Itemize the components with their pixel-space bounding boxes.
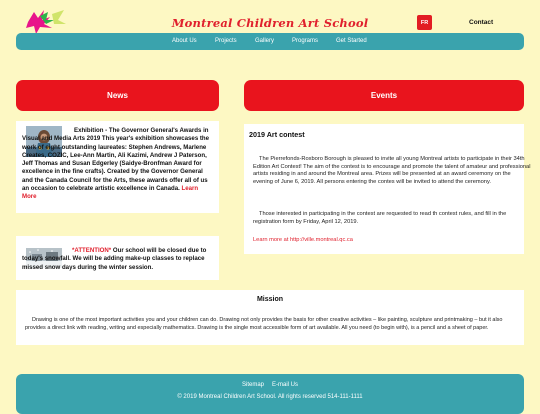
email-us-link[interactable]: E-mail Us [272,382,299,388]
copyright-text: © 2019 Montreal Children Art School. All rights reserved 514-111-1111 [177,394,363,400]
nav-about-us[interactable]: About Us [172,38,197,44]
nav-projects[interactable]: Projects [215,38,237,44]
news-exhibition-text: Exhibition - The Governor General's Awards in Visual and Media Arts 2019 This year's exhibition showcases the work of eight outstanding laureates: Stephen Andrews, Marlene Creates, COZIC, Lee-Ann Martin, Ali Kazimi, Andrew J Paterson, Jeff Thomas and Susan Edgerley (Saidye-Bronfman Award for excellence in the fine crafts). Created by the Governor General and the Canada Council for the Arts, these awards offer all of us an occasion to celebrate artistic excellence in Canada. [22,127,210,193]
contact-link[interactable]: Contact [469,19,494,26]
site-title: Montreal Children Art School [171,16,369,30]
mission-section [16,290,524,345]
nav-get-started[interactable]: Get Started [336,38,367,44]
footer [16,374,524,414]
news-card-snowfall [16,236,219,280]
language-toggle-button[interactable]: FR [417,15,432,30]
news-card-exhibition [16,121,219,213]
learn-more-link[interactable]: Learn More [22,185,199,201]
news-heading: News [16,80,219,111]
nav-programs[interactable]: Programs [292,38,319,44]
events-heading: Events [244,80,524,111]
news-snowfall-text: Our school will be closed due to today's snowfall. We will be adding make-up classes to replace missed snow days during the winter session. [22,247,207,271]
event-title: 2019 Art contest [249,130,305,139]
sitemap-link[interactable]: Sitemap [242,382,265,388]
events-card [244,124,531,254]
event-link[interactable]: Learn more at http://ville.montreal.qc.ca [253,237,353,243]
attention-label: *ATTENTION* [72,247,112,254]
event-registration-info: Those interested in participating in the contest are requested to read th contest rules, and fill in the registration form by Friday, April 12, 2019. [253,211,507,225]
mission-title: Mission [256,296,284,303]
main-navbar [16,33,524,50]
event-description: The Pierrefonds-Roxboro Borough is pleased to invite all young Montreal artists to participate in their 34th Edition Art Contest! The aim of the contest is to encourage and promote the talent of amateur and professional artists residing in and around the Montreal area. Prizes will be presented at an award ceremony on the evening of June 6, 2019. All persons entering the contes will be invited to attend the ceremony. [253,156,531,186]
mission-text: Drawing is one of the most important activities you and your children can do. Drawing not only provides the basis for other creative activities – like painting, sculpture and printmaking – but it also provides a direct link with reading, writing and especially mathematics. Drawing is the single most accessible form of art available. All you need (to begin with), is a pencil and a sheet of paper. [25,317,503,331]
nav-gallery[interactable]: Gallery [255,38,275,44]
